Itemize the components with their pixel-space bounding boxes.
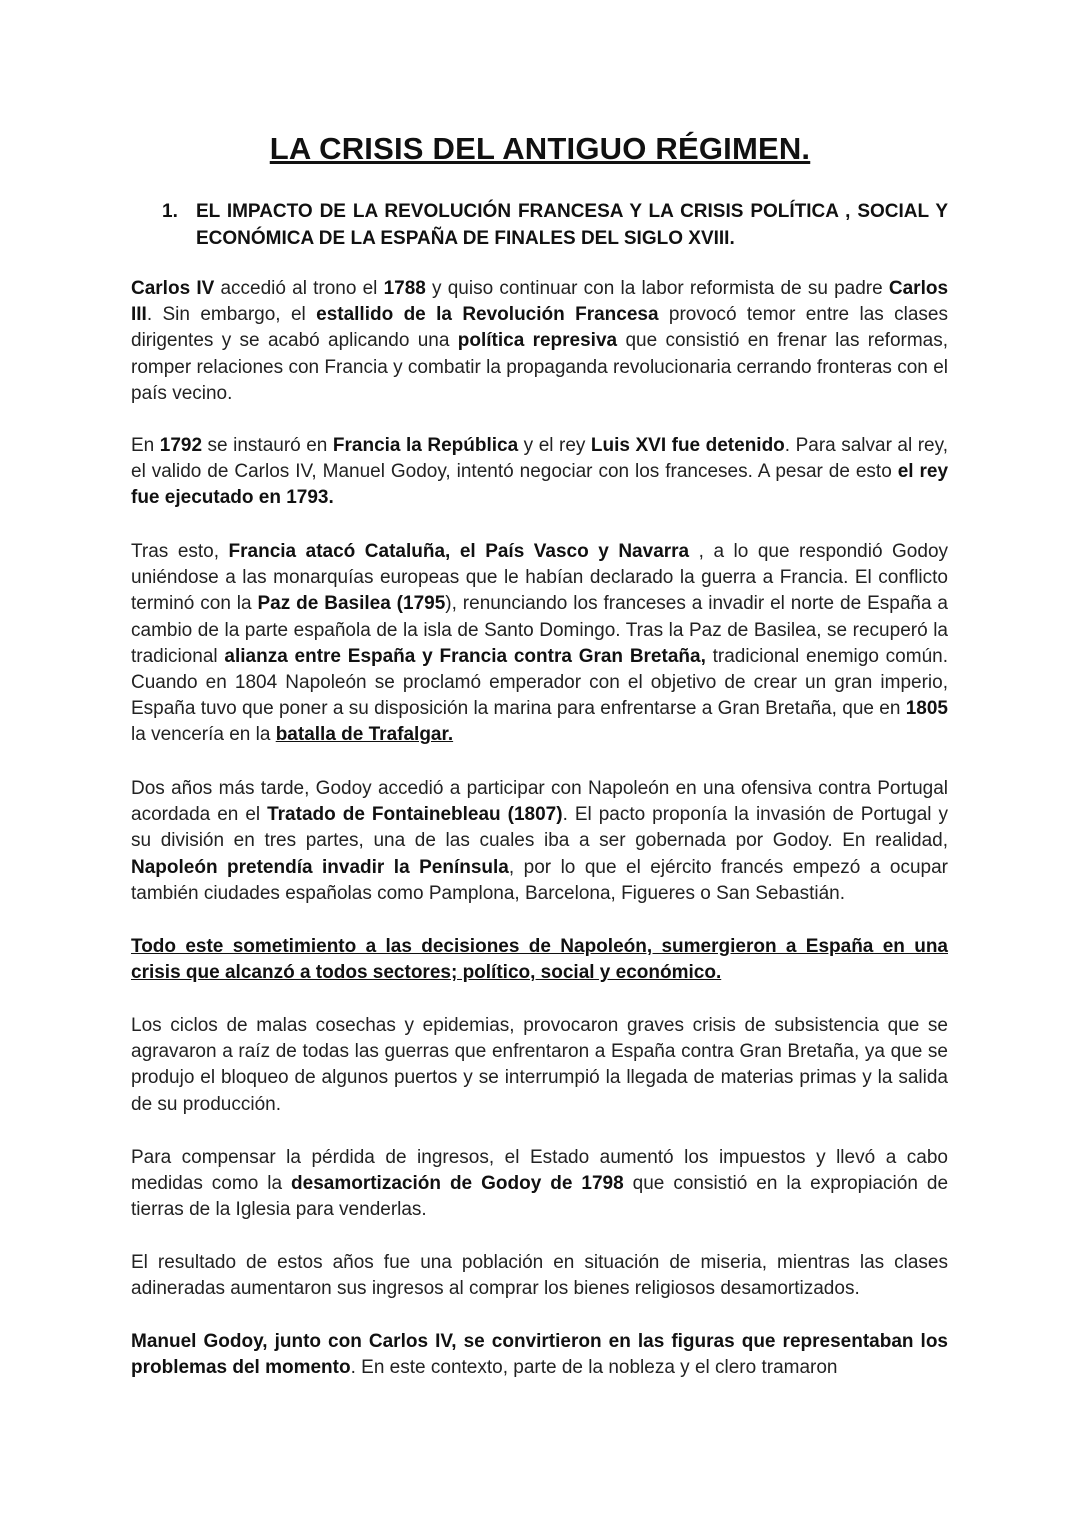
text-fragment: Francia la República <box>332 435 519 456</box>
text-fragment: Tratado de Fontainebleau (1807) <box>267 804 563 826</box>
paragraph-republica <box>131 433 948 512</box>
text-fragment-underlined: Todo este sometimiento a las decisiones de Napoleón, sumergieron a España en una crisis que alcanzó a todos sectores; político, social y económico. <box>131 936 948 984</box>
text-fragment: provocó temor entre las clases dirigentes y se acabó aplicando una <box>131 304 948 352</box>
text-fragment-underlined: batalla de Trafalgar. <box>275 724 454 746</box>
section-heading-text: EL IMPACTO DE LA REVOLUCIÓN FRANCESA Y LA CRISIS POLÍTICA , SOCIAL Y ECONÓMICA DE LA ESPAÑA DE FINALES DEL SIGLO XVIII. <box>196 201 948 249</box>
paragraph-fontainebleau <box>131 776 948 907</box>
text-fragment: y quiso continuar con la labor reformista de su padre <box>425 278 889 299</box>
text-fragment: 1805 <box>905 698 948 720</box>
text-fragment: Manuel Godoy, junto con Carlos IV, se convirtieron en las figuras que representaban los problemas del momento <box>131 1331 948 1379</box>
paragraph-carlos-iv <box>131 276 948 407</box>
text-fragment: el rey fue ejecutado en 1793. <box>131 461 949 509</box>
text-fragment: Luis XVI fue detenido <box>590 435 785 456</box>
text-fragment: Los ciclos de malas cosechas y epidemias, provocaron graves crisis de subsistencia que se agravaron a raíz de todas las guerras que enfrentaron a España contra Gran Bretaña, ya que se produjo el bloqueo de algunos puertos y se interrumpió la llegada de materias primas y la salida de su producción. <box>131 1015 948 1115</box>
section-number: 1. <box>162 201 178 222</box>
text-fragment: . El pacto proponía la invasión de Portugal y su división en tres partes, una de las cuales iba a ser gobernada por Godoy. En realidad, <box>131 804 949 852</box>
text-fragment: Francia atacó Cataluña, el País Vasco y Navarra <box>228 541 690 562</box>
text-fragment: que consistió en la expropiación de tierras de la Iglesia para venderlas. <box>131 1173 949 1221</box>
text-fragment: y el rey <box>518 435 591 456</box>
paragraph-trafalgar <box>131 539 948 749</box>
text-fragment: El resultado de estos años fue una población en situación de miseria, mientras las clases adineradas aumentaron sus ingresos al comprar los bienes religiosos desamortizados. <box>131 1252 948 1300</box>
text-fragment: , por lo que el ejército francés empezó a ocupar también ciudades españolas como Pamplona, Barcelona, Figueres o San Sebastián. <box>131 856 948 904</box>
text-fragment: política represiva <box>457 330 618 352</box>
text-fragment: que consistió en frenar las reformas, romper relaciones con Francia y combatir la propaganda revolucionaria cerrando fronteras con el país vecino. <box>131 330 949 404</box>
text-fragment: Para compensar la pérdida de ingresos, el Estado aumentó los impuestos y llevó a cabo medidas como la <box>131 1147 948 1195</box>
text-fragment: Carlos IV <box>131 278 215 299</box>
text-fragment: se instauró en <box>202 435 333 456</box>
text-fragment: estallido de la Revolución Francesa <box>316 304 659 326</box>
paragraph-miseria <box>131 1250 948 1302</box>
document-title: LA CRISIS DEL ANTIGUO RÉGIMEN. <box>269 131 811 166</box>
text-fragment: desamortización de Godoy de 1798 <box>291 1173 624 1195</box>
text-fragment: alianza entre España y Francia contra Gran Bretaña, <box>224 645 706 667</box>
text-fragment: Dos años más tarde, Godoy accedió a participar con Napoleón en una ofensiva contra Portugal acordada en el <box>131 778 948 826</box>
text-fragment: . Sin embargo, el <box>146 304 317 326</box>
text-fragment: . Para salvar al rey, el valido de Carlos IV, Manuel Godoy, intentó negociar con los franceses. A pesar de esto <box>131 435 948 483</box>
text-fragment: En <box>131 435 160 456</box>
text-fragment <box>131 936 948 983</box>
text-fragment: , a lo que respondió Godoy uniéndose a las monarquías europeas que le habían declarado la guerra a Francia. El conflicto terminó con la <box>131 541 949 615</box>
text-fragment: . En este contexto, parte de la nobleza y el clero tramaron <box>350 1357 838 1379</box>
text-fragment: tradicional enemigo común. Cuando en 1804 Napoleón se proclamó emperador con el objetivo de crear un gran imperio, España tuvo que poner a su disposición la marina para enfrentarse a Gran Bretaña, que en <box>131 645 948 720</box>
text-fragment: la vencería en la <box>131 724 276 746</box>
text-fragment: Paz de Basilea (1795 <box>257 593 446 615</box>
text-fragment: Tras esto, <box>131 541 229 562</box>
paragraph-godoy <box>131 1329 948 1381</box>
section-heading <box>162 199 948 252</box>
text-fragment: accedió al trono el <box>214 278 384 299</box>
text-fragment: ), renunciando los franceses a invadir el norte de España a cambio de la parte española de la isla de Santo Domingo. Tras la Paz de Basilea, se recuperó la tradicional <box>131 593 948 667</box>
paragraph-sometimiento <box>131 934 948 986</box>
text-fragment: Carlos III <box>131 278 949 326</box>
text-fragment: Napoleón pretendía invadir la Península <box>131 856 509 878</box>
text-fragment <box>276 724 453 745</box>
text-fragment: 1788 <box>383 278 426 299</box>
text-fragment: 1792 <box>159 435 203 456</box>
paragraph-desamortizacion <box>131 1145 948 1224</box>
paragraph-malas-cosechas <box>131 1013 948 1118</box>
